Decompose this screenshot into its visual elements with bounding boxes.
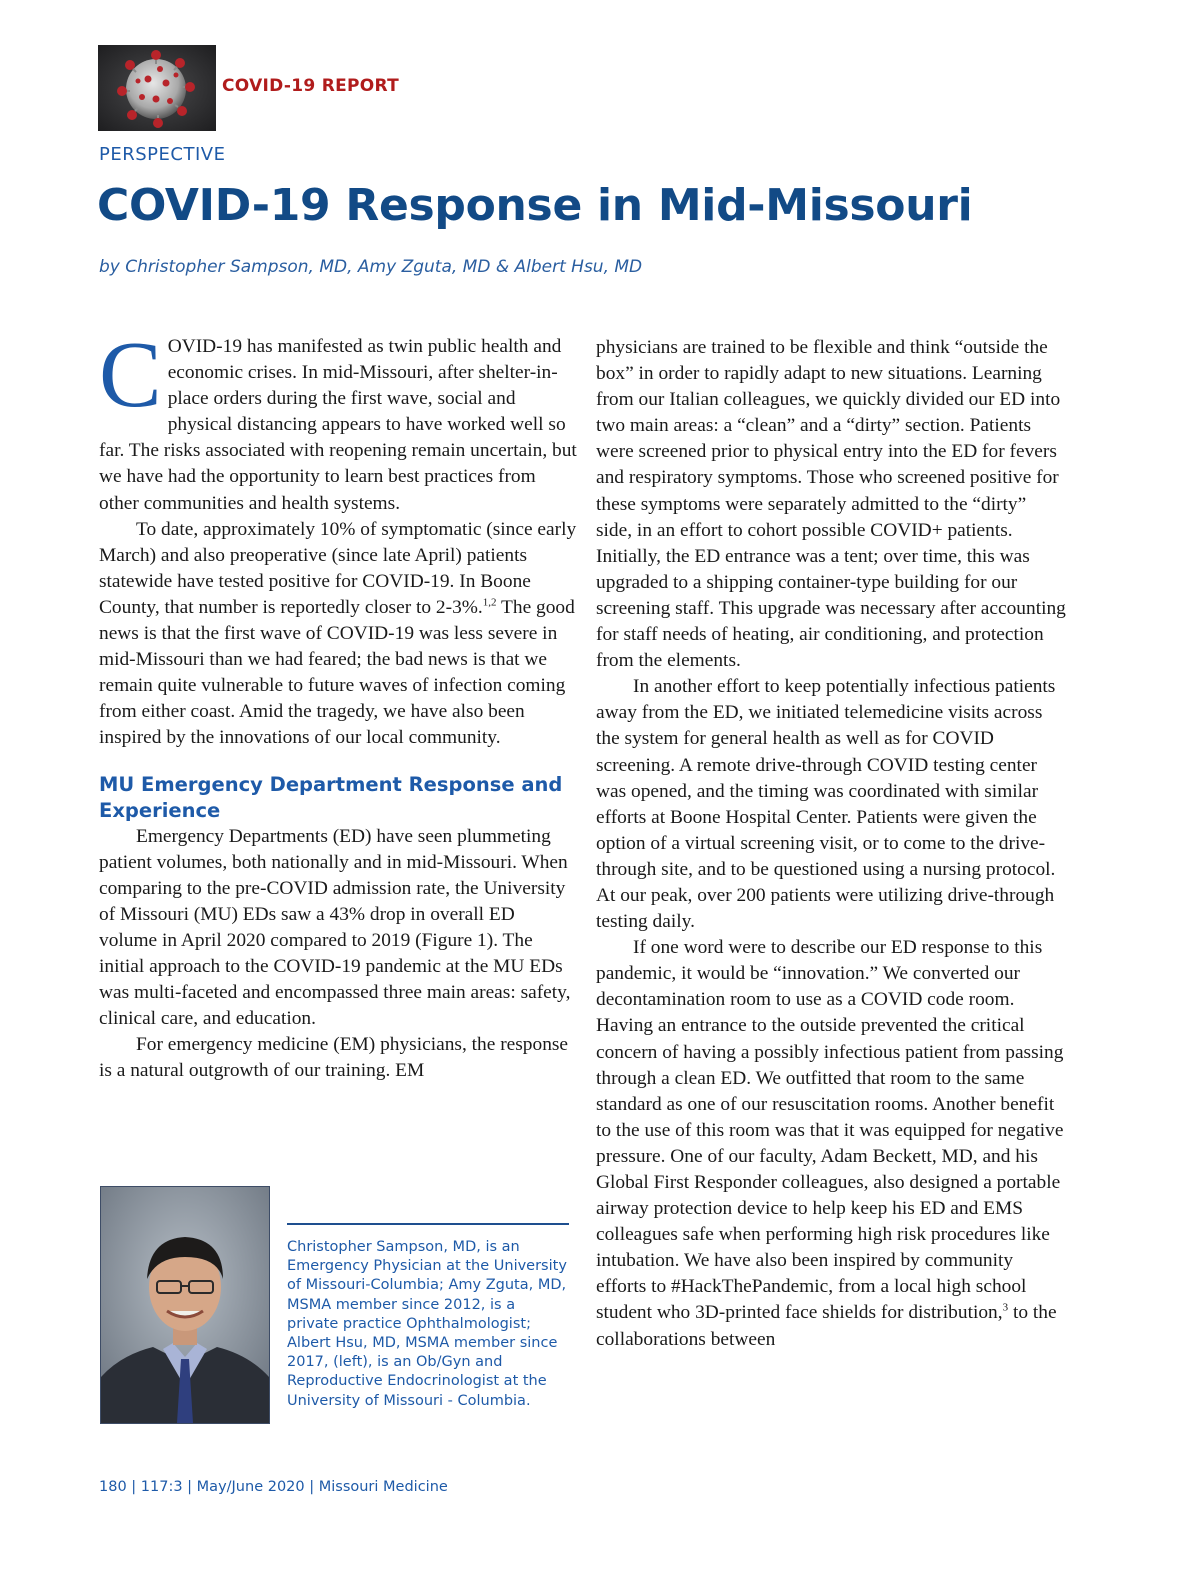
paragraph-innovation [596, 935, 1066, 1353]
author-photo [100, 1186, 270, 1424]
author-caption: Christopher Sampson, MD, is an Emergency Physician at the University of Missouri-Columbia; Amy Zguta, MD, MSMA member since 2012, is a private practice Ophthalmologist; Albert Hsu, MD, MSMA member since 2017, (left), is an Ob/Gyn and Reproductive Endocrinologist at the University of Missouri - Columbia. [287, 1239, 567, 1409]
coronavirus-illustration [98, 45, 216, 131]
reference-superscript: 1,2 [482, 596, 497, 609]
paragraph-statistics-text-a: To date, approximately 10% of symptomatic (since early March) and also preoperative (since late April) patients statewide have tested positive for COVID-19. In Boone County, that number is reportedly closer to 2-3%. [99, 518, 577, 618]
paragraph-statistics-text-b: The good news is that the first wave of COVID-19 was less severe in mid-Missouri than we had feared; the bad news is that we remain quite vulnerable to future waves of infection coming from either coast. Amid the tragedy, we have also been inspired by the innovations of our local community. [99, 596, 575, 749]
left-column [99, 323, 577, 1084]
article-title: COVID-19 Response in Mid-Missouri [97, 180, 973, 231]
author-portrait [101, 1187, 269, 1423]
paragraph-intro [99, 323, 577, 517]
right-column [596, 335, 1066, 1353]
section-subheading: MU Emergency Department Response and Experience [99, 772, 563, 822]
caption-divider [287, 1223, 569, 1225]
paragraph-telemedicine: In another effort to keep potentially infectious patients away from the ED, we initiated telemedicine visits across the system for general health as well as for COVID screening. A remote drive-through COVID testing center was opened, and the timing was coordinated with similar efforts at Boone Hospital Center. Patients were given the option of a virtual screening visit, or to come to the drive-through site, and to be questioned using a nursing protocol. At our peak, over 200 patients were utilizing drive-through testing daily. [596, 676, 1056, 933]
page-footer: 180 | 117:3 | May/June 2020 | Missouri Medicine [99, 1479, 448, 1495]
article-byline: by Christopher Sampson, MD, Amy Zguta, MD & Albert Hsu, MD [99, 257, 643, 277]
section-label: PERSPECTIVE [99, 144, 226, 165]
paragraph-innovation-text-b: to the collaborations between [596, 1302, 1057, 1350]
paragraph-statistics [99, 517, 577, 752]
paragraph-em-response: For emergency medicine (EM) physicians, the response is a natural outgrowth of our training. EM [99, 1034, 569, 1082]
paragraph-intro-text: OVID-19 has manifested as twin public health and economic crises. In mid-Missouri, after shelter-in-place orders during the first wave, social and physical distancing appears to have worked well so far. The risks associated with reopening remain uncertain, but we have had the opportunity to learn best practices from other communities and health systems. [99, 336, 577, 514]
report-label: COVID-19 REPORT [222, 76, 400, 96]
reference-superscript: 3 [1002, 1302, 1009, 1314]
drop-cap: C [99, 323, 162, 427]
paragraph-innovation-text-a: If one word were to describe our ED response to this pandemic, it would be “innovation.” We converted our decontamination room to use as a COVID code room. Having an entrance to the outside prevented the critical concern of having a possibly infectious patient from passing through a clean ED. We outfitted that room to the same standard as one of our resuscitation rooms. Another benefit to the use of this room was that it was equipped for negative pressure. One of our faculty, Adam Beckett, MD, and his Global First Responder colleagues, also designed a portable airway protection device to help keep his ED and EMS colleagues safe when performing high risk procedures like intubation. We have also been inspired by community efforts to #HackThePandemic, from a local high school student who 3D-printed face shields for distribution, [596, 937, 1064, 1324]
coronavirus-image [98, 45, 216, 131]
paragraph-ed-volumes: Emergency Departments (ED) have seen plummeting patient volumes, both nationally and in mid-Missouri. When comparing to the pre-COVID admission rate, the University of Missouri (MU) EDs saw a 43% drop in overall ED volume in April 2020 compared to 2019 (Figure 1). The initial approach to the COVID-19 pandemic at the MU EDs was multi-faceted and encompassed three main areas: safety, clinical care, and education. [99, 825, 571, 1030]
paragraph-clean-dirty: physicians are trained to be flexible and think “outside the box” in order to rapidly adapt to new situations. Learning from our Italian colleagues, we quickly divided our ED into two main areas: a “clean” and a “dirty” section. Patients were screened prior to physical entry into the ED for fevers and respiratory symptoms. Those who screened positive for these symptoms were separately admitted to the “dirty” side, in an effort to cohort possible COVID+ patients. Initially, the ED entrance was a tent; over time, this was upgraded to a shipping container-type building for our screening staff. This upgrade was necessary after accounting for staff needs of heating, air conditioning, and protection from the elements. [596, 337, 1066, 672]
